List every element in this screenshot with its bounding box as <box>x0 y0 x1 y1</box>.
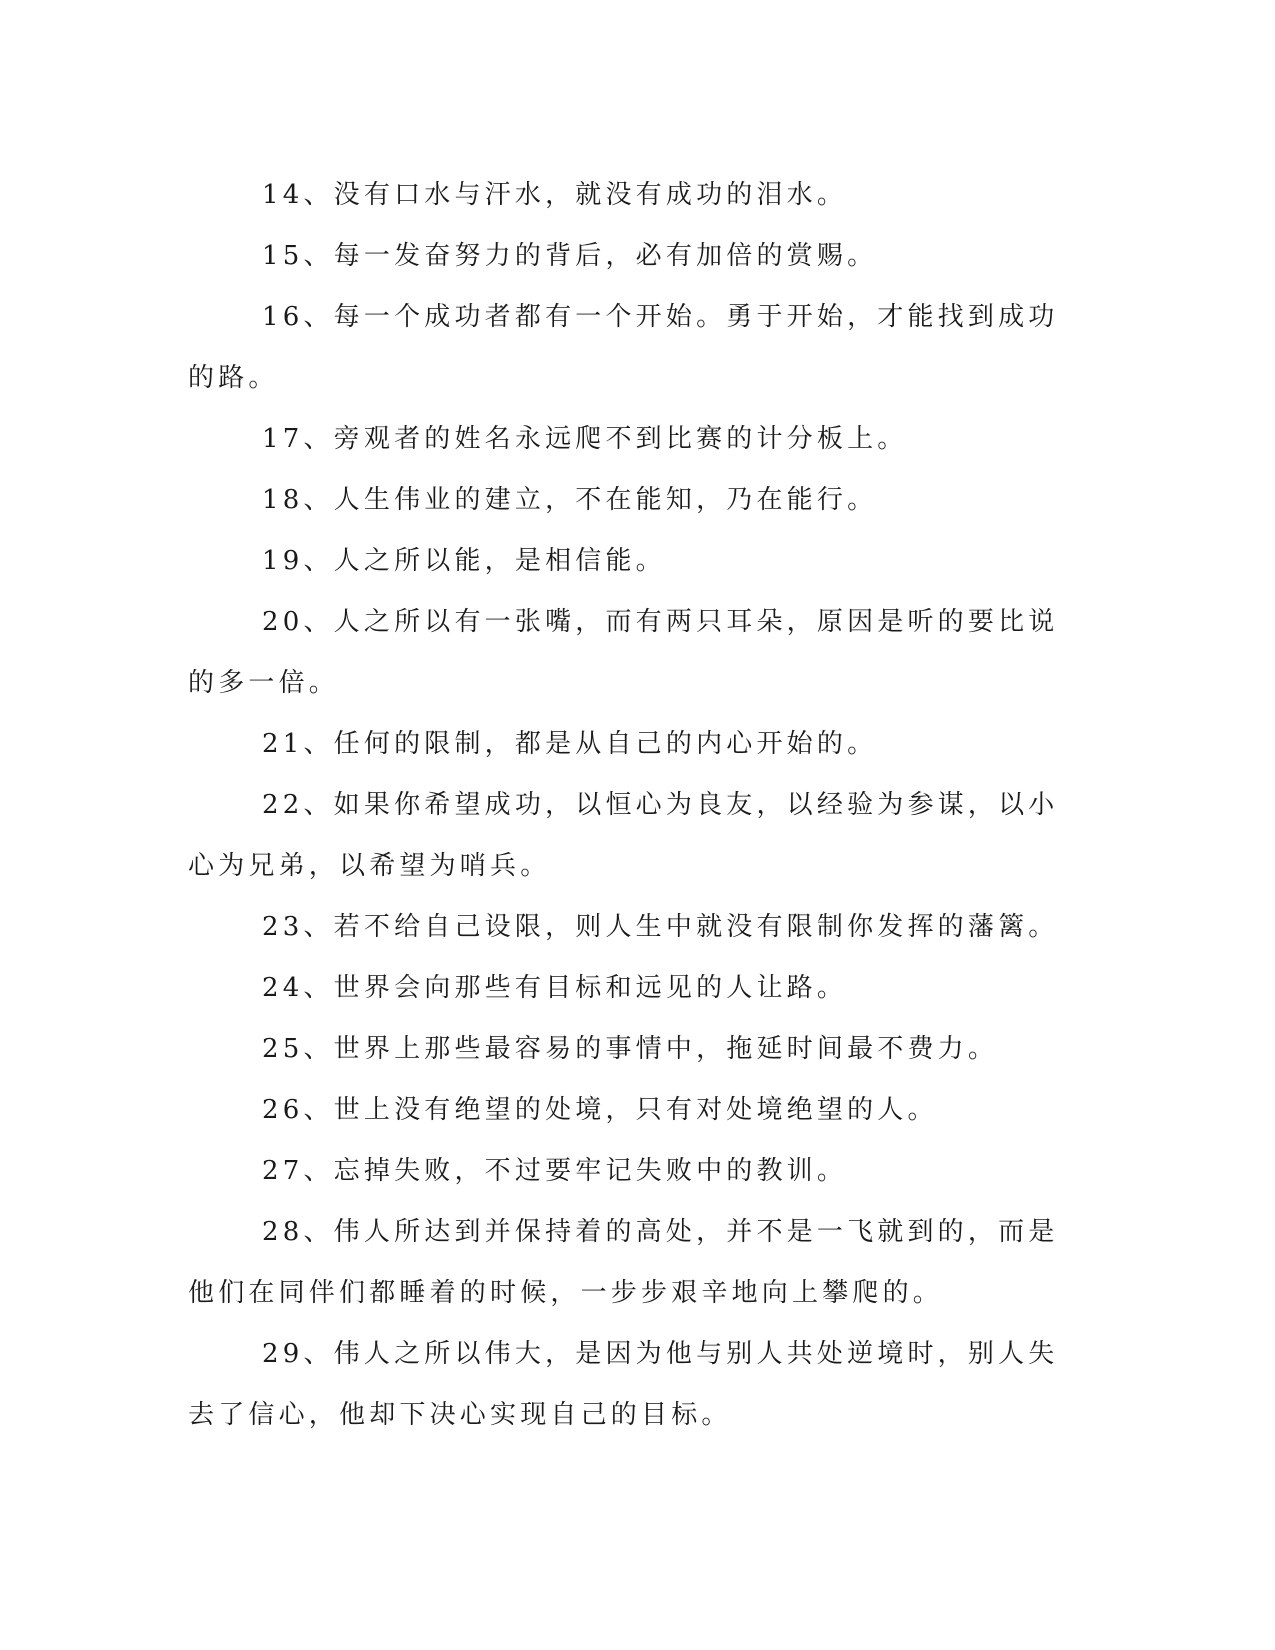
paragraph-18: 18、人生伟业的建立，不在能知，乃在能行。 <box>262 485 878 515</box>
paragraph-28: 28、伟人所达到并保持着的高处，并不是一飞就到的，而是他们在同伴们都睡着的时候，一步步艰辛地向上攀爬的。 <box>188 1217 1059 1308</box>
paragraph-25: 25、世界上那些最容易的事情中，拖延时间最不费力。 <box>262 1034 999 1064</box>
paragraph-24: 24、世界会向那些有目标和远见的人让路。 <box>262 973 848 1003</box>
paragraph-17: 17、旁观者的姓名永远爬不到比赛的计分板上。 <box>262 424 908 454</box>
paragraph-22: 22、如果你希望成功，以恒心为良友，以经验为参谋，以小心为兄弟，以希望为哨兵。 <box>188 790 1059 881</box>
paragraph-14: 14、没有口水与汗水，就没有成功的泪水。 <box>262 180 848 210</box>
paragraph-21: 21、任何的限制，都是从自己的内心开始的。 <box>262 729 878 759</box>
paragraph-26: 26、世上没有绝望的处境，只有对处境绝望的人。 <box>262 1095 938 1125</box>
paragraph-19: 19、人之所以能，是相信能。 <box>262 546 666 576</box>
paragraph-16: 16、每一个成功者都有一个开始。勇于开始，才能找到成功的路。 <box>188 302 1059 393</box>
paragraph-29: 29、伟人之所以伟大，是因为他与别人共处逆境时，别人失去了信心，他却下决心实现自己的目标。 <box>188 1339 1059 1430</box>
paragraph-20: 20、人之所以有一张嘴，而有两只耳朵，原因是听的要比说的多一倍。 <box>188 607 1059 698</box>
paragraph-23: 23、若不给自己设限，则人生中就没有限制你发挥的藩篱。 <box>262 912 1059 942</box>
paragraph-27: 27、忘掉失败，不过要牢记失败中的教训。 <box>262 1156 848 1186</box>
paragraph-15: 15、每一发奋努力的背后，必有加倍的赏赐。 <box>262 241 878 271</box>
document-body <box>188 165 1068 1446</box>
